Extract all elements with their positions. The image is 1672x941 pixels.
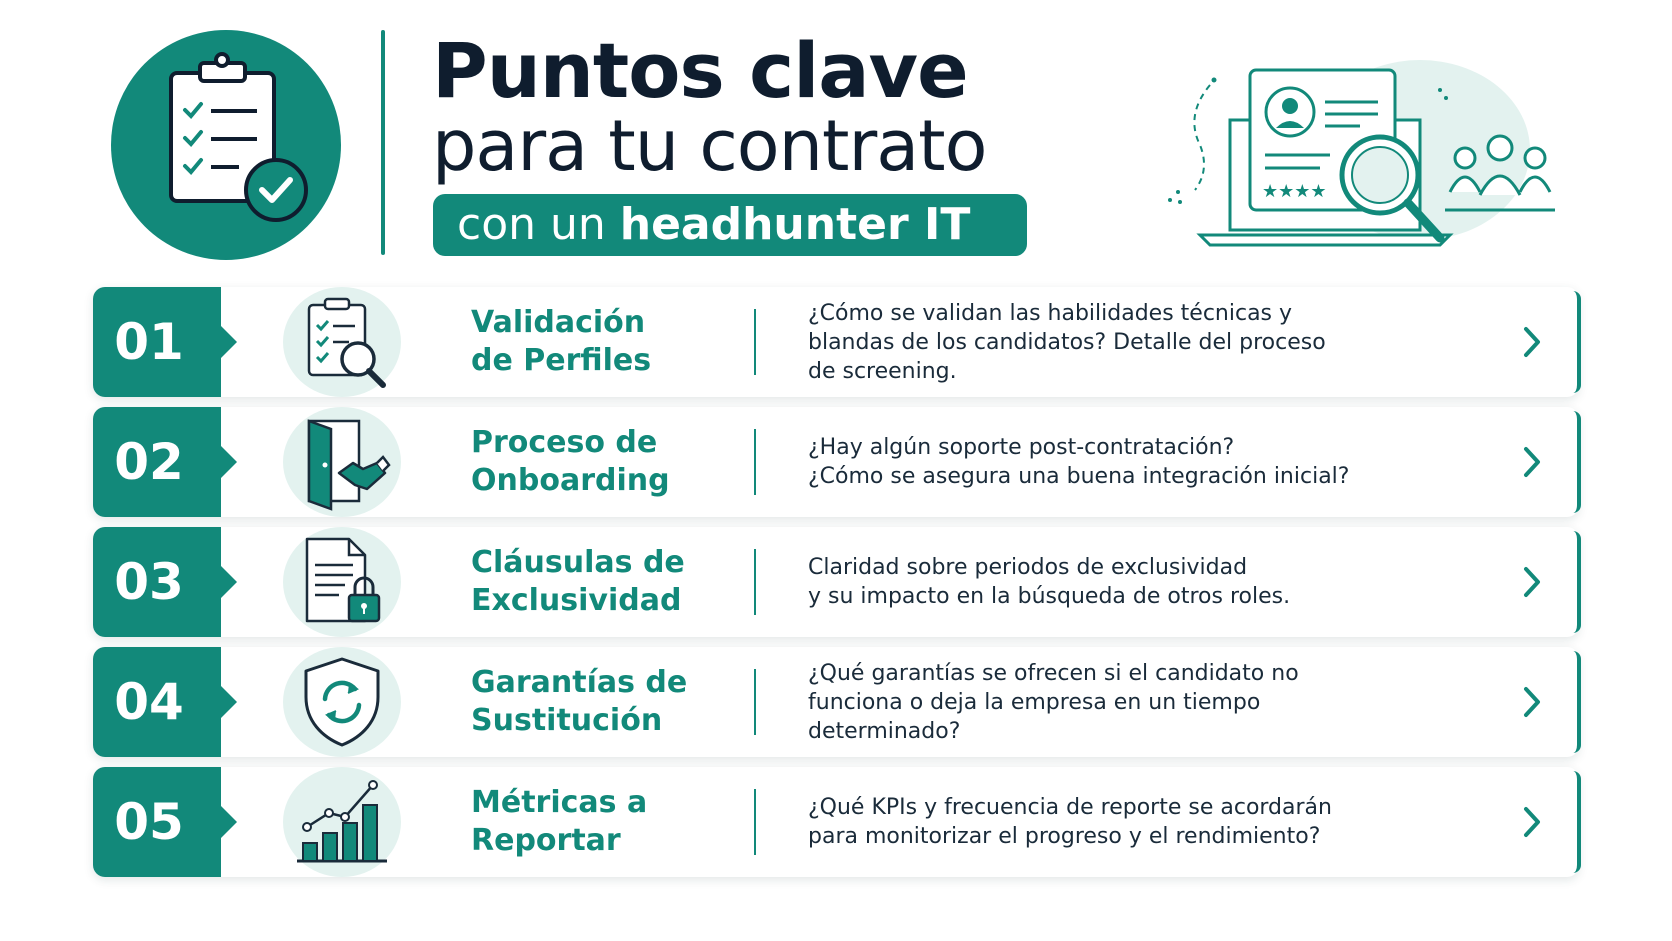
- list-item[interactable]: [93, 527, 1579, 637]
- icon-badge: [283, 767, 401, 877]
- chevron-right-icon[interactable]: [1521, 804, 1543, 844]
- row-divider: [754, 549, 756, 615]
- icon-badge: [283, 287, 401, 397]
- item-title-line: Proceso de: [471, 425, 658, 460]
- chevron-right-icon[interactable]: [1521, 324, 1543, 364]
- item-title-line: Exclusividad: [471, 583, 682, 618]
- item-title-line: Sustitución: [471, 703, 663, 738]
- description-line: Claridad sobre periodos de exclusividad: [808, 555, 1248, 580]
- item-number: 02: [114, 433, 184, 491]
- item-number: 04: [114, 673, 184, 731]
- description-line: blandas de los candidatos? Detalle del proceso: [808, 330, 1326, 355]
- subtitle-pill: [433, 194, 1027, 256]
- item-description: [808, 553, 1408, 611]
- list-item[interactable]: [93, 407, 1579, 517]
- checklist-magnifier-icon: [283, 287, 401, 397]
- item-description: [808, 433, 1408, 491]
- item-title-line: Cláusulas de: [471, 545, 685, 580]
- icon-badge: [283, 407, 401, 517]
- chevron-right-icon[interactable]: [1521, 444, 1543, 484]
- clipboard-check-icon: [111, 30, 341, 260]
- description-line: ¿Cómo se validan las habilidades técnicas y: [808, 301, 1293, 326]
- header-divider: [381, 30, 385, 255]
- description-line: y su impacto en la búsqueda de otros roles.: [808, 584, 1291, 609]
- item-number: 03: [114, 553, 184, 611]
- description-line: ¿Qué garantías se ofrecen si el candidato no: [808, 661, 1299, 686]
- row-divider: [754, 429, 756, 495]
- resume-review-illustration: [1150, 40, 1610, 274]
- item-title: [471, 664, 801, 740]
- item-description: [808, 299, 1408, 386]
- item-title-line: Onboarding: [471, 463, 670, 498]
- shield-refresh-icon: [283, 647, 401, 757]
- list-item[interactable]: [93, 647, 1579, 757]
- item-description: [808, 659, 1408, 746]
- laptop-resume-search-icon: [1150, 40, 1610, 270]
- chevron-right-icon[interactable]: [1521, 684, 1543, 724]
- item-title-line: Garantías de: [471, 665, 688, 700]
- subtitle-prefix: con un: [457, 199, 620, 250]
- item-title-line: Métricas a: [471, 785, 648, 820]
- item-description: [808, 793, 1408, 851]
- row-divider: [754, 669, 756, 735]
- description-line: funciona o deja la empresa en un tiempo: [808, 690, 1261, 715]
- item-title-line: Validación: [471, 305, 646, 340]
- item-number: 05: [114, 793, 184, 851]
- item-title: [471, 424, 801, 500]
- page-title: Puntos clave: [432, 26, 968, 115]
- description-line: para monitorizar el progreso y el rendimiento?: [808, 824, 1321, 849]
- door-handshake-icon: [283, 407, 401, 517]
- item-title: [471, 544, 801, 620]
- description-line: de screening.: [808, 359, 957, 384]
- item-title: [471, 784, 801, 860]
- bar-chart-trend-icon: [283, 767, 401, 877]
- row-divider: [754, 789, 756, 855]
- description-line: determinado?: [808, 719, 961, 744]
- chevron-right-icon[interactable]: [1521, 564, 1543, 604]
- page-title-line2: para tu contrato: [432, 105, 987, 187]
- item-title: [471, 304, 801, 380]
- item-title-line: Reportar: [471, 823, 621, 858]
- item-title-line: de Perfiles: [471, 343, 652, 378]
- hero-badge: [111, 30, 341, 260]
- subtitle-bold: headhunter IT: [619, 199, 971, 250]
- description-line: ¿Cómo se asegura una buena integración inicial?: [808, 464, 1350, 489]
- icon-badge: [283, 647, 401, 757]
- document-lock-icon: [283, 527, 401, 637]
- row-divider: [754, 309, 756, 375]
- list-item[interactable]: [93, 287, 1579, 397]
- list-item[interactable]: [93, 767, 1579, 877]
- item-number: 01: [114, 313, 184, 371]
- icon-badge: [283, 527, 401, 637]
- description-line: ¿Hay algún soporte post-contratación?: [808, 435, 1235, 460]
- svg-text:★★★★: ★★★★: [1262, 181, 1327, 202]
- description-line: ¿Qué KPIs y frecuencia de reporte se acordarán: [808, 795, 1332, 820]
